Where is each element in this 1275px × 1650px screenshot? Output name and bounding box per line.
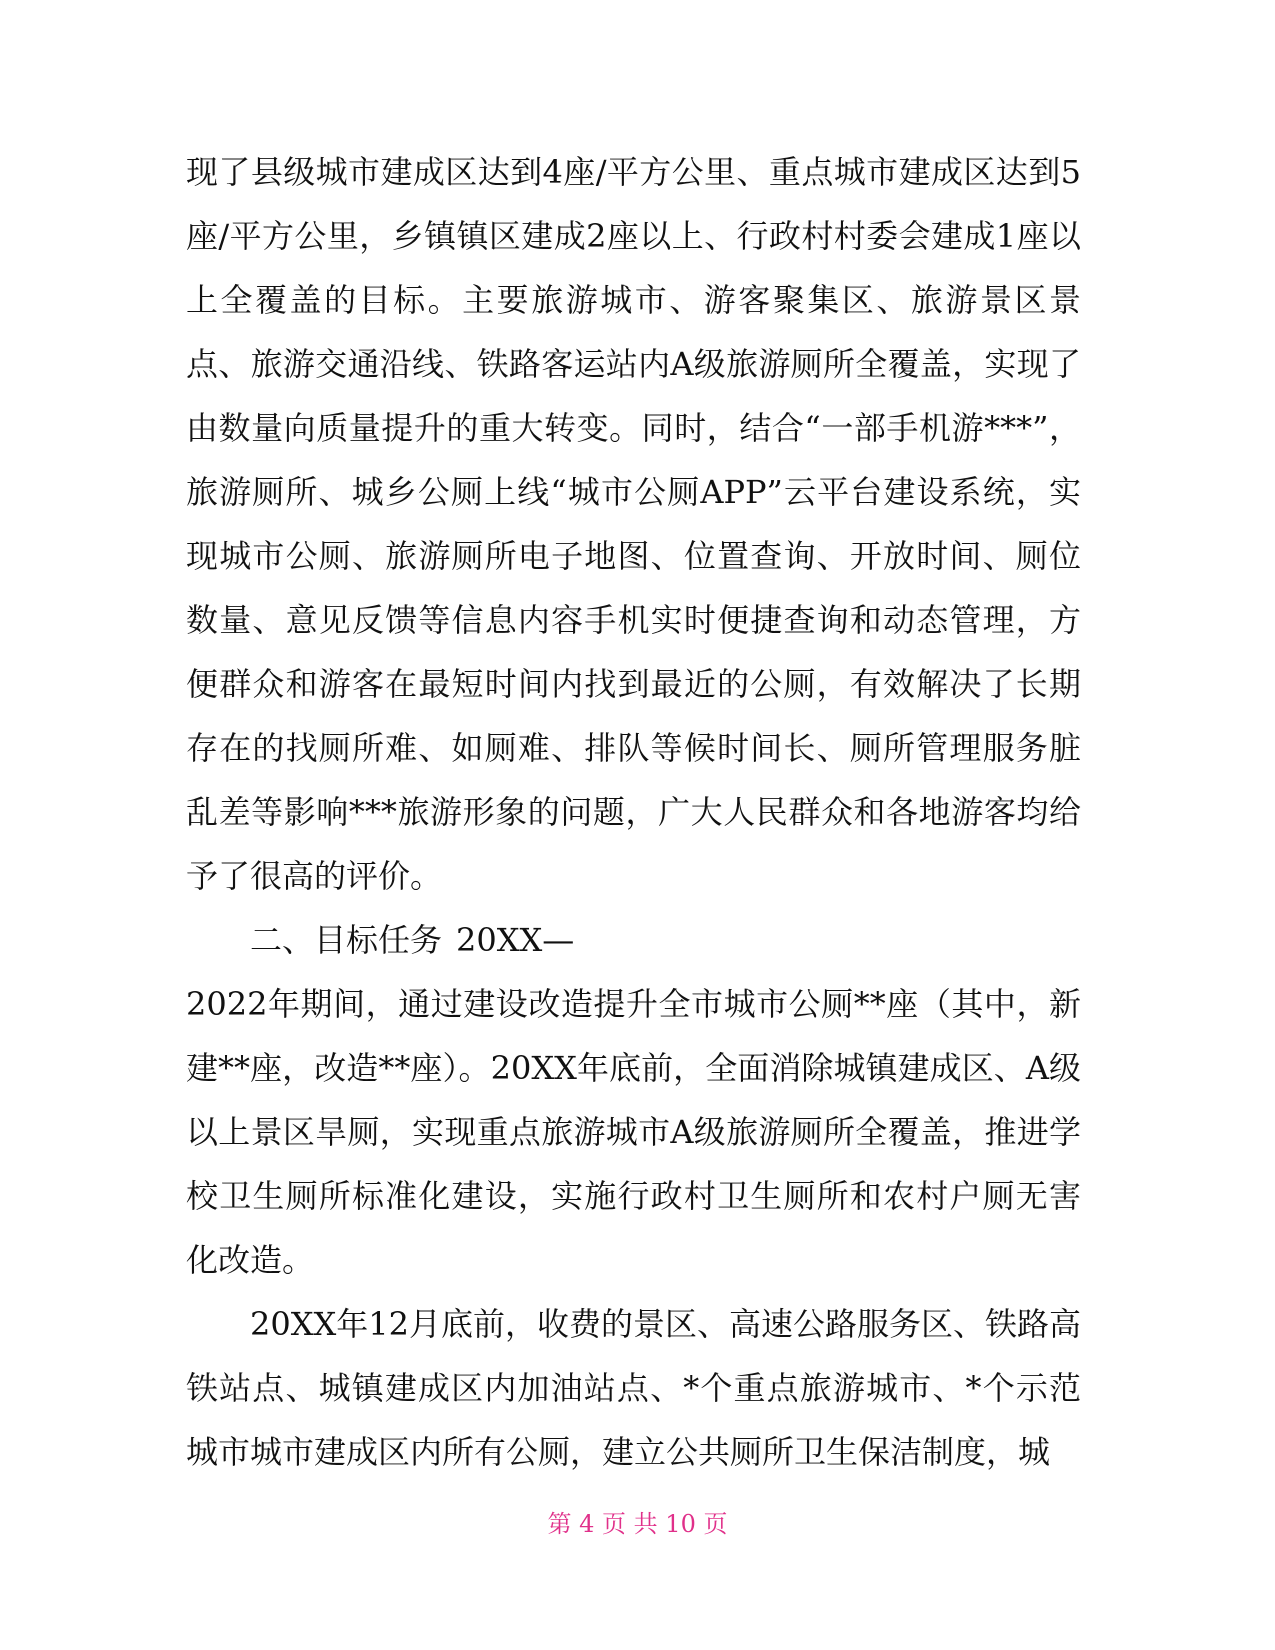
section-heading-text: 二、目标任务	[250, 921, 443, 959]
section-heading-goals	[186, 908, 1081, 972]
paragraph-december-deadline: 20XX年12月底前，收费的景区、高速公路服务区、铁路高铁站点、城镇建成区内加油站点、*个重点旅游城市、*个示范城市城市建成区内所有公厕，建立公共厕所卫生保洁制度，城	[186, 1305, 1082, 1471]
paragraph-goals-detail: 2022年期间，通过建设改造提升全市城市公厕**座（其中，新建**座，改造**座）。20XX年底前，全面消除城镇建成区、A级以上景区旱厕，实现重点旅游城市A级旅游厕所全覆盖，推进学校卫生厕所标准化建设，实施行政村卫生厕所和农村户厕无害化改造。	[186, 985, 1081, 1279]
page-number-footer: 第 4 页 共 10 页	[547, 1510, 728, 1538]
section-heading-year-range: 20XX—	[456, 921, 575, 959]
paragraph-toilet-coverage: 现了县级城市建成区达到4座/平方公里、重点城市建成区达到5座/平方公里，乡镇镇区建成2座以上、行政村村委会建成1座以上全覆盖的目标。主要旅游城市、游客聚集区、旅游景区景点、旅游交通沿线、铁路客运站内A级旅游厕所全覆盖，实现了由数量向质量提升的重大转变。同时，结合“一部手机游***”，旅游厕所、城乡公厕上线“城市公厕APP”云平台建设系统，实现城市公厕、旅游厕所电子地图、位置查询、开放时间、厕位数量、意见反馈等信息内容手机实时便捷查询和动态管理，方便群众和游客在最短时间内找到最近的公厕，有效解决了长期存在的找厕所难、如厕难、排队等候时间长、厕所管理服务脏乱差等影响***旅游形象的问题，广大人民群众和各地游客均给予了很高的评价。	[186, 153, 1081, 895]
document-body	[186, 140, 1081, 1484]
